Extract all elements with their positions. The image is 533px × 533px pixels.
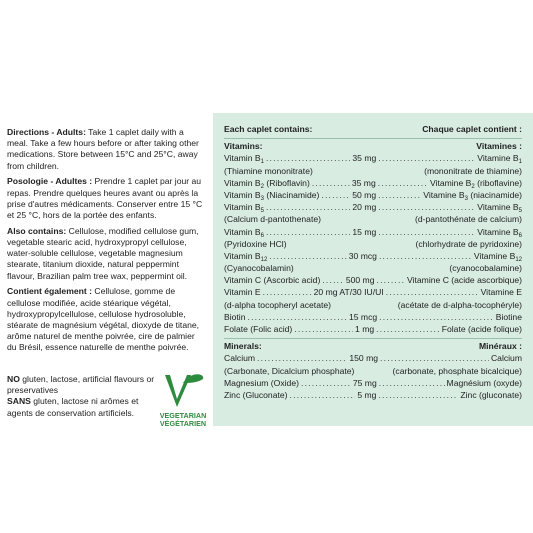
vegetarian-logo-icon <box>157 369 209 429</box>
label-text: (Carbonate, Dicalcium phosphate) <box>224 365 355 376</box>
dot-leader <box>378 178 428 189</box>
subscript: 6 <box>260 232 264 239</box>
vitamin-row <box>224 166 522 178</box>
dot-leader <box>301 378 351 389</box>
label-text: (cyanocobalamine) <box>449 263 522 274</box>
dot-leader <box>294 324 353 335</box>
mineral-row <box>224 353 522 365</box>
label-text: (Thiamine mononitrate) <box>224 165 313 176</box>
ingredient-en <box>224 378 377 389</box>
vitamin-row <box>224 239 522 251</box>
label-text: Folate (acide folique) <box>441 324 522 334</box>
directions-fr: Posologie - Adultes : Prendre 1 caplet par jour au repas. Prendre quelques heures avant ou après la prise d'autres médicaments. Conserver entre 15 °C et 25 °C, hors de la portée des enfants. <box>7 176 203 221</box>
label-text: (acétate de d-alpha-tocophéryle) <box>397 299 522 310</box>
label-text: Vitamin $B_6$ <box>224 226 264 239</box>
label-text: Calcium <box>490 353 522 364</box>
ingredient-en <box>224 353 378 364</box>
ingredient-en <box>224 324 374 335</box>
also-contains-fr: Contient également : Cellulose, gomme de cellulose modifiée, acide stéarique végétal, hydroxypropylcellulose, cellulose hydrosoluble, stéarate de magnésium végétal, dioxyde de titane, arôme naturel de menthe poivrée, cire de palmier du Brésil, essence naturelle de menthe poivrée. <box>7 286 200 353</box>
label-text: Zinc (Gluconate) <box>224 389 288 400</box>
ingredient-en <box>224 390 376 401</box>
subscript: 1 <box>260 159 264 166</box>
subscript: 5 <box>518 208 522 215</box>
ingredient-en <box>224 312 377 323</box>
divider <box>224 338 522 339</box>
label-text: (d-pantothénate de calcium) <box>414 214 522 225</box>
mineral-row <box>224 366 522 378</box>
label-text: Vitamine $B_3$ (niacinamide) <box>423 189 522 202</box>
dot-leader <box>257 353 347 364</box>
label-text: Vitamine $B_{12}$ <box>473 250 522 263</box>
amount: 75 mg <box>352 377 377 388</box>
subscript: 12 <box>515 256 522 263</box>
subscript: 5 <box>260 208 264 215</box>
ingredient-fr <box>424 166 522 177</box>
subscript: 6 <box>518 232 522 239</box>
subscript: 3 <box>260 195 264 202</box>
ingredient-en <box>224 300 398 311</box>
ingredient-fr <box>415 214 522 225</box>
label-text: Vitamin C (Ascorbic acid) <box>224 275 321 286</box>
label-text: Vitamin $B_{12}$ <box>224 250 268 263</box>
dot-leader <box>378 202 475 213</box>
label-text: Vitamin E <box>224 287 261 298</box>
label-text: Vitamin $B_3$ (Niacinamide) <box>224 189 320 202</box>
divider <box>224 138 522 139</box>
ingredient-en <box>224 239 415 250</box>
label-text: (mononitrate de thiamine) <box>424 165 522 176</box>
label-text: Vitamin $B_5$ <box>224 202 264 215</box>
ingredient-fr <box>377 378 522 389</box>
ingredient-en <box>224 366 393 377</box>
label-text: Vitamine $B_2$ (riboflavine) <box>429 177 522 190</box>
ingredient-fr <box>374 275 522 286</box>
dot-leader <box>266 202 350 213</box>
ingredient-fr <box>398 300 522 311</box>
label-text: Biotine <box>495 311 522 322</box>
dot-leader <box>269 251 346 262</box>
ingredient-fr <box>378 353 522 364</box>
directions-column <box>7 127 203 358</box>
free-from-en: NO gluten, lactose, artificial flavours or preservatives <box>7 374 155 396</box>
dot-leader <box>321 190 350 201</box>
dot-leader <box>380 353 489 364</box>
amount: 500 mg <box>345 275 375 286</box>
dot-leader <box>378 390 458 401</box>
ingredient-en <box>224 275 374 286</box>
amount: 15 mg <box>352 226 377 237</box>
vitamin-row <box>224 190 522 202</box>
subscript: 3 <box>464 195 469 202</box>
logo-text-en: VEGETARIAN <box>159 411 207 420</box>
amount: 50 mg <box>352 189 377 200</box>
vitamin-row <box>224 300 522 312</box>
ingredient-fr <box>384 287 522 298</box>
label-text: Vitamine $B_6$ <box>477 226 522 239</box>
dot-leader <box>376 324 440 335</box>
dot-leader <box>378 153 475 164</box>
label-text: Folate (Folic acid) <box>224 324 293 334</box>
subscript: 2 <box>260 183 264 190</box>
amount: 30 mcg <box>348 250 377 261</box>
vitamin-row <box>224 324 522 336</box>
ingredient-fr <box>449 263 522 274</box>
ingredient-table <box>224 124 522 402</box>
amount: 1 mg <box>355 324 375 334</box>
vitamin-row <box>224 227 522 239</box>
label-text: Vitamine $B_5$ <box>477 202 522 215</box>
vitamin-row <box>224 178 522 190</box>
logo-text-fr: VÉGÉTARIEN <box>159 419 207 428</box>
also-contains-en: Also contains: Cellulose, modified cellulose gum, vegetable stearic acid, hydroxypropyl cellulose, water-soluble cellulose, vegetable magnesium stearate, titanium dioxide, natural peppermint flavour, Brazilian palm tree wax, peppermint oil. <box>7 225 199 281</box>
vitamin-row <box>224 153 522 165</box>
amount: 15 mcg <box>348 311 378 322</box>
vitamin-row <box>224 251 522 263</box>
ingredient-en <box>224 214 415 225</box>
directions-en: Directions - Adults: Take 1 caplet daily with a meal. Take a few hours before or after taking other medications. Store between 15°C and 25°C, away from children. <box>7 127 199 171</box>
amount: 35 mg <box>352 153 377 164</box>
dot-leader <box>386 287 479 298</box>
supplement-facts-panel <box>213 113 533 426</box>
minerals-heading: Minerals: Minéraux : <box>224 341 522 352</box>
label-text: Zinc (gluconate) <box>460 389 522 400</box>
vitamin-row <box>224 312 522 324</box>
label-text: Magnésium (oxyde) <box>446 377 522 388</box>
vitamin-row <box>224 263 522 275</box>
table-header: Each caplet contains: Chaque caplet contient : <box>224 124 522 134</box>
amount: 150 mg <box>349 353 379 364</box>
label-text: (chlorhydrate de pyridoxine) <box>415 238 522 249</box>
dot-leader <box>379 251 472 262</box>
ingredient-en <box>224 287 384 298</box>
vitamins-heading: Vitamins: Vitamines : <box>224 141 522 152</box>
label-text: Vitamine C (acide ascorbique) <box>407 275 522 286</box>
dot-leader <box>312 178 350 189</box>
amount: 5 mg <box>357 389 377 400</box>
vitamin-row <box>224 287 522 299</box>
amount: 20 mg <box>352 202 377 213</box>
label-text: Biotin <box>224 311 246 322</box>
dot-leader <box>248 312 347 323</box>
dot-leader <box>263 287 312 298</box>
dot-leader <box>290 390 356 401</box>
label-text: Magnesium (Oxide) <box>224 377 299 388</box>
vitamin-row <box>224 202 522 214</box>
label-text: (carbonate, phosphate bicalcique) <box>392 365 522 376</box>
amount: 35 mg <box>351 177 376 188</box>
ingredient-fr <box>415 239 522 250</box>
label-text: Vitamin $B_1$ <box>224 153 264 166</box>
label-text: (Calcium d-pantothenate) <box>224 214 321 225</box>
label-text: Vitamine $B_1$ <box>477 153 522 166</box>
dot-leader <box>266 227 350 238</box>
dot-leader <box>376 275 405 286</box>
label-text: (Pyridoxine HCl) <box>224 238 287 249</box>
free-from-statement <box>7 374 157 419</box>
mineral-row <box>224 378 522 390</box>
dot-leader <box>322 275 344 286</box>
ingredient-en <box>224 166 424 177</box>
dot-leader <box>378 227 475 238</box>
label-text: (d-alpha tocopheryl acetate) <box>224 299 332 310</box>
ingredient-fr <box>377 312 522 323</box>
label-text: (Cyanocobalamin) <box>224 263 294 274</box>
ingredient-en <box>224 263 449 274</box>
dot-leader <box>379 312 494 323</box>
label-text: Calcium <box>224 353 256 364</box>
ingredient-fr <box>393 366 522 377</box>
dot-leader <box>378 190 421 201</box>
subscript: 2 <box>471 183 475 190</box>
label-text: Vitamine E <box>480 287 522 298</box>
ingredient-fr <box>374 324 522 335</box>
dot-leader <box>379 378 445 389</box>
free-from-fr: SANS gluten, lactose ni arômes et agents de conservation artificiels. <box>7 396 139 418</box>
label-text: Vitamin $B_2$ (Riboflavin) <box>224 177 310 190</box>
mineral-row <box>224 390 522 402</box>
subscript: 12 <box>260 256 268 263</box>
subscript: 1 <box>518 159 522 166</box>
ingredient-fr <box>376 390 522 401</box>
vitamin-row <box>224 275 522 287</box>
vitamin-row <box>224 214 522 226</box>
dot-leader <box>266 153 350 164</box>
amount: 20 mg AT/30 IU/UI <box>313 287 384 298</box>
